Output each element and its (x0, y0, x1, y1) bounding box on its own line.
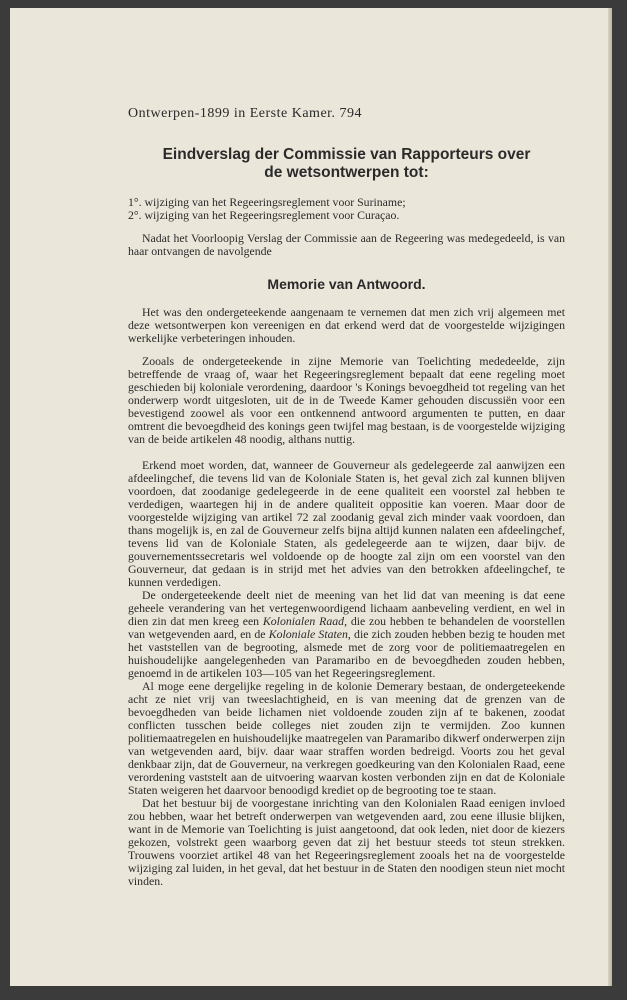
title-line-2: de wetsontwerpen tot: (264, 164, 429, 181)
paragraph-5: Al moge eene dergelijke regeling in de kolonie Demerary bestaan, de ondergeteekende acht ze niet vrij van tweeslachtigheid, en is van meening dat de grenzen van de bevoegdheden van beide lichamen niet voldoende zouden zijn af te bakenen, zoodat conflicten tusschen beide colleges niet zouden zijn te vermijden. Zoo kunnen politiemaatregelen en huishoudelijke maatregelen van Paramaribo dikwerf onderwerpen zijn van wetgevenden aard, bijv. daar waar straffen worden bedreigd. Voorts zou het geval denkbaar zijn, dat de Gouverneur, na verkregen goedkeuring van den Kolonialen Raad, eene verordening vaststelt aan de uitvoering waarvan kosten verbonden zijn en dat de Koloniale Staten weigeren het daarvoor benoodigd krediet op de begrooting toe te staan. (128, 679, 565, 797)
list-item: 2°. wijziging van het Regeeringsreglement voor Curaçao. (128, 208, 400, 222)
intro-paragraph: Nadat het Voorloopig Verslag der Commissie aan de Regeering was medegedeeld, is van haar ontvangen de navolgende (128, 231, 565, 258)
title-line-1: Eindverslag der Commissie van Rapporteurs over (162, 146, 531, 163)
paragraph-3: Erkend moet worden, dat, wanneer de Gouverneur als gedelegeerde zal aanwijzen een afdeelingchef, die tevens lid van de Koloniale Staten is, het geval zich zal kunnen blijven voordoen, dat zoodanige gedelegeerde in de eene qualiteit een voorstel zal hebben te verdedigen, waartegen hij in de andere qualiteit oppositie kan voeren. Maar door de voorgestelde wijziging van artikel 72 zal zoodanig geval zich minder vaak voordoen, dan thans mogelijk is, en zal de Gouverneur zelfs bijna altijd kunnen nalaten een afdeelingchef, tevens lid van de Koloniale Staten, als gedelegeerde aan te wijzen, daar bijv. de gouvernementssecretaris wel voldoende op de hoogte zal zijn om een voorstel van den Gouverneur, dat gedaan is in strijd met het advies van den betrokken afdeelingchef, te kunnen verdedigen. (128, 458, 565, 589)
page-edge (608, 8, 612, 986)
paragraph-6: Dat het bestuur bij de voorgestane inrichting van den Kolonialen Raad eenigen invloed zou hebben, waar het betreft onderwerpen van wetgevenden aard, zou eene illusie blijken, want in de Memorie van Toelichting is juist aangetoond, dat ook leden, niet door de kiezers gekozen, volstrekt geen waarborg geven dat zij het bestuur steeds tot steun strekken. Trouwens voorziet artikel 48 van het Regeeringsreglement zooals het na de voorgestelde wijziging zal luiden, in het geval, dat het bestuur in de Staten den noodigen steun niet mocht vinden. (128, 796, 565, 888)
paragraph-4-text-c: , die zich zouden hebben bezig te houden met het vaststellen van de begrooting, alsmede met de zorg voor de politiemaatregelen en huishoudelijke aangelegenheden van Paramaribo en de bevoegdheden zouden hebben, genoemd in de artikelen 103—105 van het Regeeringsreglement. (128, 627, 565, 680)
running-head: Ontwerpen-1899 in Eerste Kamer. 794 (128, 106, 363, 121)
document-title (128, 146, 565, 182)
list-item: 1°. wijziging van het Regeeringsreglement voor Suriname; (128, 195, 406, 209)
term-kolonialen-raad: Kolonialen Raad (262, 614, 345, 628)
paragraph-4 (128, 589, 565, 680)
paragraph-4-text-a: De ondergeteekende deelt niet de meening van het lid dat van meening is dat eene geheele verandering van het vertegenwoordigend lichaam aanbeveling verdient, en wel in dien zin dat men kreeg een (128, 588, 565, 628)
section-title: Memorie van Antwoord. (267, 276, 426, 292)
paragraph-2: Zooals de ondergeteekende in zijne Memorie van Toelichting mededeelde, zijn betreffende de vraag of, waar het Regeeringsreglement bepaalt dat eene regeling moet geschieden bij koloniale verordening, daardoor 's Konings bevoegdheid tot regeling van het onderwerp wordt uitgesloten, uit de in de Tweede Kamer gehouden discussiën voor een bevestigend zoowel als voor een ontkennend antwoord argumenten te putten, en daar omtrent die bevoegdheid des konings geen twijfel mag bestaan, is de voorgestelde wijziging van de beide artikelen 48 noodig, althans nuttig. (128, 354, 565, 446)
page-content (128, 106, 565, 888)
term-koloniale-staten: Koloniale Staten (268, 627, 348, 641)
paragraph-4-text-b: , die zou hebben te behandelen de voorstellen van wetgevenden aard, en de (128, 614, 566, 641)
document-page (10, 8, 612, 986)
paragraph-1: Het was den ondergeteekende aangenaam te vernemen dat men zich vrij algemeen met deze wetsontwerpen kon vereenigen en dat erkend werd dat de voorgestelde wijzigingen werkelijke verbeteringen inhouden. (128, 305, 565, 345)
